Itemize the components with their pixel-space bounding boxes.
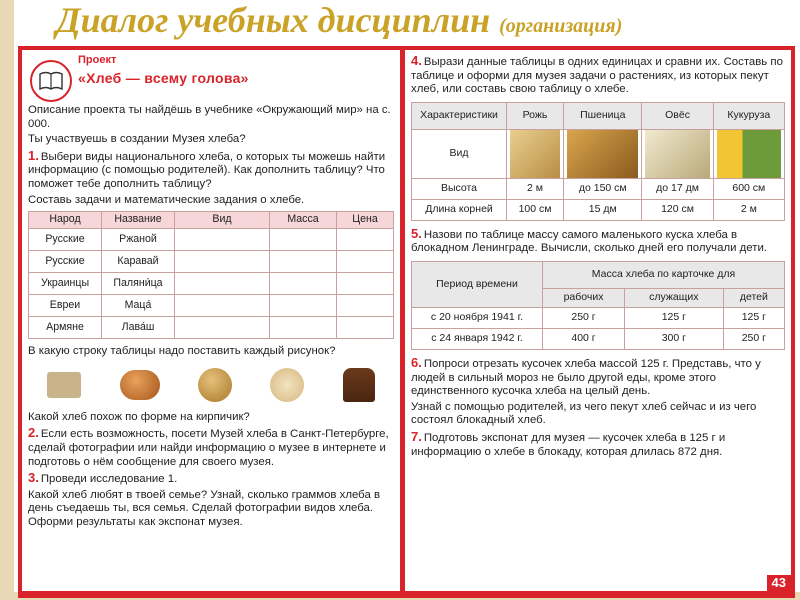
task-2-text: Если есть возможность, посети Музей хлеба в Санкт-Петербурге, сделай фотографии или найди информацию о музее в интернете и подготовь о нём сообщение для своего музея. — [28, 428, 389, 468]
bread-table-header-cell: Народ — [29, 212, 102, 229]
empty-cell — [175, 295, 270, 317]
table-row — [29, 229, 394, 251]
table-cell: с 24 января 1942 г. — [412, 328, 543, 349]
task-6-extra: Узнай с помощью родителей, из чего пекут хлеб сейчас и из чего состоял блокадный хлеб. — [411, 400, 757, 427]
task-3 — [28, 471, 394, 487]
table-row — [29, 295, 394, 317]
table-row — [29, 317, 394, 339]
rye-bread-image — [343, 368, 375, 402]
table-cell: 125 г — [625, 307, 724, 328]
question-row: В какую строку таблицы надо поставить каждый рисунок? — [28, 345, 336, 358]
bread-table-header-cell: Вид — [175, 212, 270, 229]
table-cell: 300 г — [625, 328, 724, 349]
table-cell: Ржаной — [102, 229, 175, 251]
grain-table-header-cell: Рожь — [507, 102, 564, 129]
task-1 — [28, 149, 394, 192]
table-cell: 2 м — [713, 199, 784, 220]
table-cell: Каравай — [102, 251, 175, 273]
grain-table-header-cell: Овёс — [642, 102, 713, 129]
empty-cell — [175, 317, 270, 339]
ration-table-mass: Масса хлеба по карточке для — [543, 261, 785, 288]
wheat-image — [564, 129, 642, 178]
table-cell: 2 м — [507, 178, 564, 199]
slide-title-main: Диалог учебных дисциплин — [56, 0, 491, 40]
table-row — [29, 251, 394, 273]
ration-table-group: детей — [723, 288, 784, 307]
table-cell: 250 г — [723, 328, 784, 349]
table-cell: 250 г — [543, 307, 625, 328]
project-label: Проект — [78, 54, 117, 66]
table-row — [412, 307, 785, 328]
karavai-image — [120, 370, 160, 400]
empty-cell — [175, 251, 270, 273]
table-cell: 400 г — [543, 328, 625, 349]
empty-cell — [270, 317, 337, 339]
ration-table-header — [412, 261, 785, 288]
table-row — [412, 129, 785, 178]
task-2-number: 2. — [28, 425, 39, 441]
table-cell: Лава́ш — [102, 317, 175, 339]
table-cell: Украинцы — [29, 273, 102, 295]
task-1-extra: Составь задачи и математические задания о хлебе. — [28, 193, 305, 206]
task-6-text: Попроси отрезать кусочек хлеба массой 125 г. Представь, что у людей в сильный мороз не было другой еды, кроме этого единственного кусочка хлеба на целый день. — [411, 357, 761, 398]
matzah-image — [47, 372, 81, 398]
table-cell: Высота — [412, 178, 507, 199]
table-cell: Вид — [412, 129, 507, 178]
task-4 — [411, 54, 785, 97]
question-brick: Какой хлеб похож по форме на кирпичик? — [28, 410, 250, 423]
table-cell: до 17 дм — [642, 178, 713, 199]
task-7-text: Подготовь экспонат для музея — кусочек хлеба в 125 г и информацию о хлебе в блокаду, которая длилась 872 дня. — [411, 431, 726, 458]
table-cell: Русские — [29, 229, 102, 251]
task-7-number: 7. — [411, 428, 422, 444]
empty-cell — [270, 295, 337, 317]
task-6-number: 6. — [411, 354, 422, 370]
table-cell: с 20 ноября 1941 г. — [412, 307, 543, 328]
slide-title — [56, 0, 622, 42]
task-1-text: Выбери виды национального хлеба, о которых ты можешь найти информацию (с помощью родителей). Как дополнить таблицу? Что поможет тебе дополнить таблицу? — [28, 150, 386, 190]
grain-table-header-cell: Пшеница — [564, 102, 642, 129]
task-2 — [28, 426, 394, 469]
empty-cell — [270, 273, 337, 295]
table-cell: Маца́ — [102, 295, 175, 317]
task-5 — [411, 227, 785, 256]
table-cell: Русские — [29, 251, 102, 273]
left-column — [22, 50, 400, 591]
ration-table — [411, 261, 785, 350]
task-3-extra: Какой хлеб любят в твоей семье? Узнай, сколько граммов хлеба в день съедаешь ты, вся семья. Сделай фотографии видов хлеба. Оформи результаты как экспонат музея. — [28, 488, 380, 528]
intro-question: Ты участвуешь в создании Музея хлеба? — [28, 133, 246, 146]
table-cell: 600 см — [713, 178, 784, 199]
table-row — [412, 328, 785, 349]
empty-cell — [337, 295, 394, 317]
ration-table-group: рабочих — [543, 288, 625, 307]
slide-title-sub: (организация) — [499, 15, 623, 37]
table-cell: 15 дм — [564, 199, 642, 220]
empty-cell — [337, 251, 394, 273]
bread-table-header-cell: Масса — [270, 212, 337, 229]
task-3-number: 3. — [28, 470, 39, 486]
task-5-number: 5. — [411, 225, 422, 241]
grain-table-header — [412, 102, 785, 129]
bread-table-header-cell: Название — [102, 212, 175, 229]
empty-cell — [270, 229, 337, 251]
table-row — [412, 199, 785, 220]
project-header — [28, 54, 394, 104]
book-icon — [30, 60, 72, 102]
rye-image — [507, 129, 564, 178]
table-row — [412, 178, 785, 199]
empty-cell — [337, 273, 394, 295]
table-cell: 120 см — [642, 199, 713, 220]
textbook-page — [18, 46, 795, 598]
table-cell: Паляни́ца — [102, 273, 175, 295]
table-cell: 100 см — [507, 199, 564, 220]
table-cell: 125 г — [723, 307, 784, 328]
bread-pictures — [28, 363, 394, 407]
task-4-number: 4. — [411, 53, 422, 68]
project-name: «Хлеб — всему голова» — [78, 69, 249, 86]
table-cell: до 150 см — [564, 178, 642, 199]
empty-cell — [175, 229, 270, 251]
table-cell: Евреи — [29, 295, 102, 317]
task-7 — [411, 430, 785, 459]
empty-cell — [175, 273, 270, 295]
empty-cell — [337, 317, 394, 339]
lavash-image — [270, 368, 304, 402]
slide-decor-left — [0, 0, 14, 600]
task-1-number: 1. — [28, 147, 39, 163]
intro-text: Описание проекта ты найдёшь в учебнике «Окружающий мир» на с. 000. — [28, 104, 391, 130]
corn-image — [713, 129, 784, 178]
oats-image — [642, 129, 713, 178]
table-cell: Длина корней — [412, 199, 507, 220]
grain-table-header-cell: Кукуруза — [713, 102, 784, 129]
task-4-text: Вырази данные таблицы в одних единицах и сравни их. Составь по таблице и оформи для музея задачи о растениях, из которых пекут хлеб, или составь свою таблицу о хлебе. — [411, 56, 783, 96]
right-column — [405, 50, 791, 591]
ration-table-period: Период времени — [412, 261, 543, 307]
empty-cell — [337, 229, 394, 251]
bread-table-header — [29, 212, 394, 229]
bread-table-header-cell: Цена — [337, 212, 394, 229]
palyanytsa-image — [198, 368, 232, 402]
bread-table — [28, 211, 394, 339]
page-number: 43 — [767, 575, 791, 591]
task-5-text: Назови по таблице массу самого маленького куска хлеба в блокадном Ленинграде. Вычисли, сколько дней его получали дети. — [411, 228, 767, 255]
ration-table-group: служащих — [625, 288, 724, 307]
table-cell: Армяне — [29, 317, 102, 339]
empty-cell — [270, 251, 337, 273]
task-6 — [411, 356, 785, 399]
table-row — [29, 273, 394, 295]
task-3-text: Проведи исследование 1. — [40, 473, 178, 486]
grain-table-corner: Характеристики — [412, 102, 507, 129]
grain-table — [411, 102, 785, 221]
